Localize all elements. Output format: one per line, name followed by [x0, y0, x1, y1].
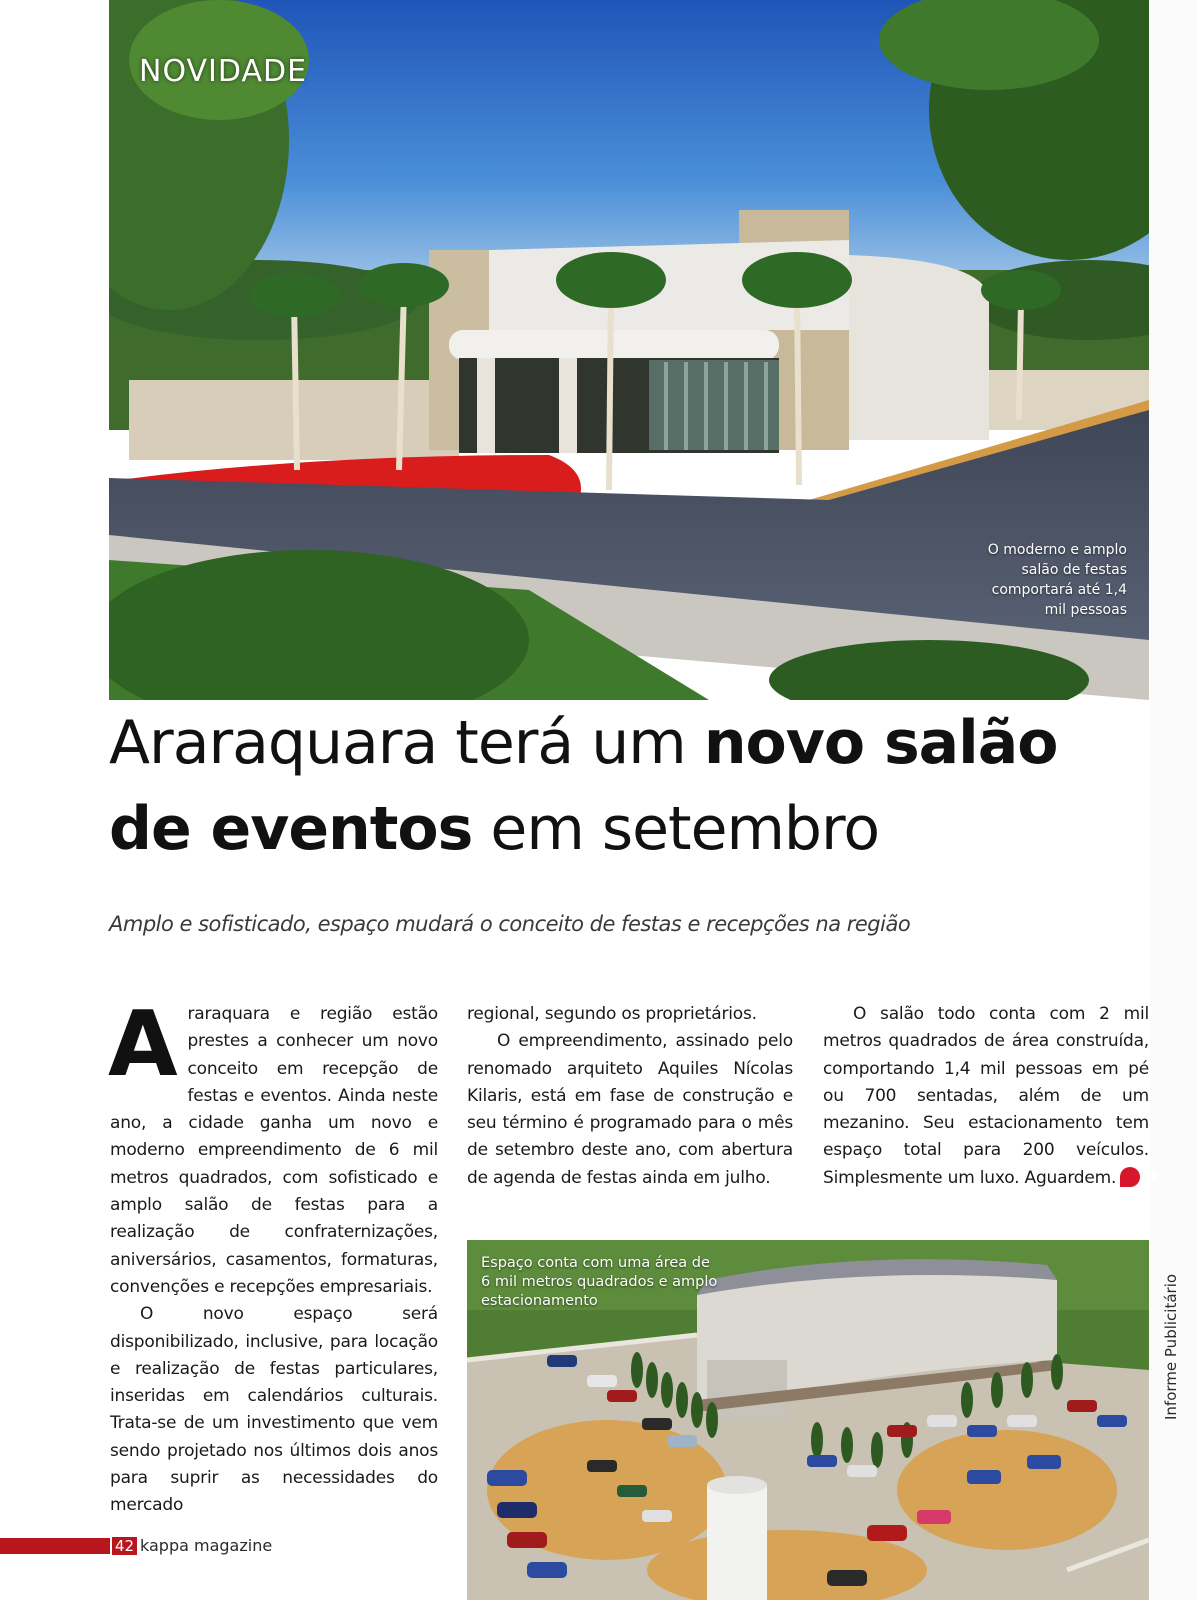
paragraph-text: O salão todo conta com 2 mil metros quadrados de área construída, comportando 1,4 mil pessoas em pé ou 700 sentadas, além de um mezanino. Seu estacionamento tem espaço total para 200 veículos. Simplesmente um luxo. Aguardem. — [823, 1004, 1149, 1188]
footer-accent-bar — [0, 1538, 110, 1554]
aerial-photo — [467, 1240, 1149, 1600]
hero-photo-caption: O moderno e amplo salão de festas comportará até 1,4 mil pessoas — [987, 542, 1127, 618]
headline-bold-1: novo salão — [703, 708, 1058, 778]
headline-part-2: em setembro — [472, 794, 880, 864]
page-number: 42 — [112, 1537, 137, 1555]
section-label: NOVIDADE — [139, 54, 308, 89]
aerial-photo-caption: Espaço conta com uma área de 6 mil metros quadrados e amplo estacionamento — [481, 1255, 718, 1309]
paragraph: O novo espaço será disponibilizado, inclusive, para locação e realização de festas particulares, inseridas em calendários culturais. Trata-se de um investimento que vem sendo projetado nos últimos dois anos para suprir as necessidades do mercado — [110, 1304, 438, 1516]
article-headline — [109, 700, 1149, 872]
article-column-3 — [823, 1001, 1160, 1192]
advertorial-label: Informe Publicitário — [1162, 1273, 1180, 1420]
drop-cap: A — [108, 992, 178, 1097]
magazine-name: kappa magazine — [140, 1536, 273, 1555]
paragraph: regional, segundo os proprietários. — [467, 1004, 757, 1024]
paragraph — [108, 992, 438, 1301]
article-subtitle: Amplo e sofisticado, espaço mudará o conceito de festas e recepções na região — [109, 912, 911, 936]
paragraph — [823, 1001, 1160, 1192]
headline-part-1: Araraquara terá um — [109, 708, 704, 778]
hero-photo — [109, 0, 1149, 700]
headline-bold-2: de eventos — [109, 794, 473, 864]
paragraph-text: raraquara e região estão prestes a conhecer um novo conceito em recepção de festas e eventos. Ainda neste ano, a cidade ganha um novo e moderno empreendimento de 6 mil metros quadrados, com sofisticado e amplo salão de festas para a realização de confraternizações, aniversários, casamentos, formaturas, convenções e recepções empresariais. — [110, 1004, 438, 1297]
article-column-1 — [108, 992, 438, 1520]
paragraph: O empreendimento, assinado pelo renomado arquiteto Aquiles Nícolas Kilaris, está em fase de construção e seu término é programado para o mês de setembro deste ano, com abertura de agenda de festas ainda em julho. — [467, 1031, 793, 1188]
kappa-logo-icon: k — [1120, 1167, 1140, 1187]
article-column-2 — [467, 1001, 793, 1192]
